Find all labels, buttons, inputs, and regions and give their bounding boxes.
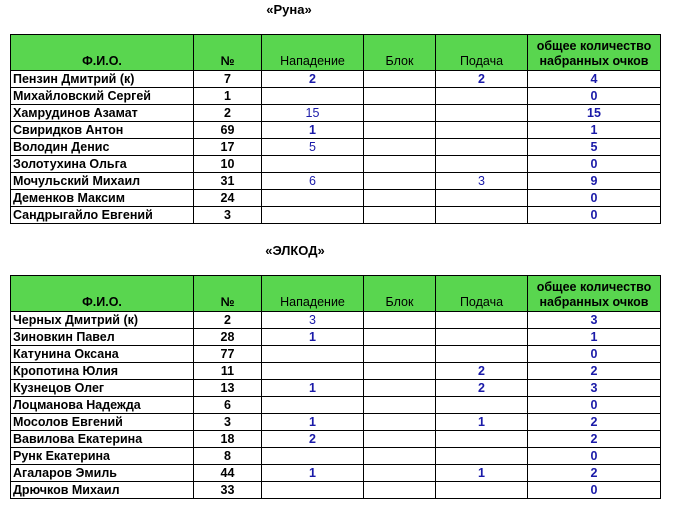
player-number: 77	[194, 346, 262, 363]
total-points: 0	[528, 346, 661, 363]
table-row	[11, 397, 661, 414]
player-number: 3	[194, 414, 262, 431]
block-points	[364, 346, 436, 363]
attack-points	[262, 346, 364, 363]
player-number: 24	[194, 190, 262, 207]
player-number: 11	[194, 363, 262, 380]
serve-points	[436, 190, 528, 207]
serve-points: 3	[436, 173, 528, 190]
serve-points: 1	[436, 414, 528, 431]
serve-points	[436, 207, 528, 224]
block-points	[364, 190, 436, 207]
block-points	[364, 105, 436, 122]
player-name: Хамрудинов Азамат	[11, 105, 194, 122]
block-points	[364, 448, 436, 465]
column-header-serve: Подача	[436, 35, 528, 71]
serve-points: 2	[436, 363, 528, 380]
attack-points: 1	[262, 329, 364, 346]
player-number: 18	[194, 431, 262, 448]
player-number: 6	[194, 397, 262, 414]
team-title-elkod: «ЭЛКОД»	[265, 243, 325, 258]
block-points	[364, 363, 436, 380]
player-number: 1	[194, 88, 262, 105]
serve-points	[436, 482, 528, 499]
serve-points: 2	[436, 380, 528, 397]
total-points: 0	[528, 207, 661, 224]
player-name: Золотухина Ольга	[11, 156, 194, 173]
total-points: 1	[528, 122, 661, 139]
block-points	[364, 465, 436, 482]
block-points	[364, 173, 436, 190]
block-points	[364, 397, 436, 414]
player-number: 69	[194, 122, 262, 139]
total-points: 4	[528, 71, 661, 88]
block-points	[364, 414, 436, 431]
total-points: 0	[528, 482, 661, 499]
total-points: 0	[528, 448, 661, 465]
attack-points: 6	[262, 173, 364, 190]
team-stats-table-elkod	[10, 275, 661, 499]
total-points: 2	[528, 363, 661, 380]
player-number: 10	[194, 156, 262, 173]
block-points	[364, 207, 436, 224]
column-header-attack: Нападение	[262, 276, 364, 312]
block-points	[364, 431, 436, 448]
total-points: 2	[528, 431, 661, 448]
player-name: Катунина Оксана	[11, 346, 194, 363]
player-name: Сандрыгайло Евгений	[11, 207, 194, 224]
team-stats-table-runa	[10, 34, 661, 224]
table-header-row	[11, 35, 661, 71]
block-points	[364, 88, 436, 105]
table-row	[11, 346, 661, 363]
player-name: Лоцманова Надежда	[11, 397, 194, 414]
attack-points: 1	[262, 414, 364, 431]
attack-points: 15	[262, 105, 364, 122]
block-points	[364, 329, 436, 346]
attack-points: 2	[262, 431, 364, 448]
table-header-row	[11, 276, 661, 312]
block-points	[364, 71, 436, 88]
total-points: 1	[528, 329, 661, 346]
attack-points: 1	[262, 122, 364, 139]
column-header-block: Блок	[364, 35, 436, 71]
table-row	[11, 414, 661, 431]
attack-points	[262, 190, 364, 207]
column-header-block: Блок	[364, 276, 436, 312]
player-number: 3	[194, 207, 262, 224]
player-name: Зиновкин Павел	[11, 329, 194, 346]
serve-points	[436, 88, 528, 105]
block-points	[364, 122, 436, 139]
player-name: Агаларов Эмиль	[11, 465, 194, 482]
column-header-attack: Нападение	[262, 35, 364, 71]
table-row	[11, 448, 661, 465]
column-header-serve: Подача	[436, 276, 528, 312]
player-number: 13	[194, 380, 262, 397]
player-name: Вавилова Екатерина	[11, 431, 194, 448]
block-points	[364, 380, 436, 397]
player-name: Мочульский Михаил	[11, 173, 194, 190]
serve-points	[436, 448, 528, 465]
total-points: 0	[528, 397, 661, 414]
serve-points: 1	[436, 465, 528, 482]
column-header-total: общее количество набранных очков	[528, 276, 661, 312]
table-row	[11, 105, 661, 122]
column-header-total: общее количество набранных очков	[528, 35, 661, 71]
attack-points	[262, 156, 364, 173]
total-points: 5	[528, 139, 661, 156]
serve-points: 2	[436, 71, 528, 88]
table-row	[11, 139, 661, 156]
player-number: 33	[194, 482, 262, 499]
attack-points	[262, 482, 364, 499]
serve-points	[436, 431, 528, 448]
column-header-name: Ф.И.О.	[11, 276, 194, 312]
attack-points	[262, 207, 364, 224]
player-name: Пензин Дмитрий (к)	[11, 71, 194, 88]
player-number: 2	[194, 105, 262, 122]
table-row	[11, 71, 661, 88]
player-number: 31	[194, 173, 262, 190]
table-row	[11, 122, 661, 139]
player-name: Кропотина Юлия	[11, 363, 194, 380]
total-points: 2	[528, 414, 661, 431]
block-points	[364, 139, 436, 156]
attack-points	[262, 88, 364, 105]
table-row	[11, 482, 661, 499]
table-row	[11, 380, 661, 397]
player-number: 7	[194, 71, 262, 88]
player-name: Михайловский Сергей	[11, 88, 194, 105]
player-number: 17	[194, 139, 262, 156]
player-name: Дрючков Михаил	[11, 482, 194, 499]
table-row	[11, 312, 661, 329]
table-row	[11, 207, 661, 224]
player-number: 2	[194, 312, 262, 329]
table-row	[11, 431, 661, 448]
total-points: 3	[528, 312, 661, 329]
player-name: Деменков Максим	[11, 190, 194, 207]
total-points: 15	[528, 105, 661, 122]
player-name: Свиридков Антон	[11, 122, 194, 139]
serve-points	[436, 312, 528, 329]
player-name: Рунк Екатерина	[11, 448, 194, 465]
serve-points	[436, 329, 528, 346]
player-name: Мосолов Евгений	[11, 414, 194, 431]
serve-points	[436, 105, 528, 122]
attack-points	[262, 397, 364, 414]
total-points: 3	[528, 380, 661, 397]
attack-points: 5	[262, 139, 364, 156]
total-points: 9	[528, 173, 661, 190]
column-header-name: Ф.И.О.	[11, 35, 194, 71]
team-title-runa: «Руна»	[266, 2, 312, 17]
serve-points	[436, 139, 528, 156]
table-row	[11, 329, 661, 346]
player-number: 44	[194, 465, 262, 482]
column-header-number: №	[194, 276, 262, 312]
attack-points	[262, 363, 364, 380]
block-points	[364, 156, 436, 173]
player-number: 28	[194, 329, 262, 346]
column-header-number: №	[194, 35, 262, 71]
player-number: 8	[194, 448, 262, 465]
serve-points	[436, 346, 528, 363]
block-points	[364, 482, 436, 499]
player-name: Володин Денис	[11, 139, 194, 156]
serve-points	[436, 397, 528, 414]
table-row	[11, 363, 661, 380]
player-name: Черных Дмитрий (к)	[11, 312, 194, 329]
table-row	[11, 190, 661, 207]
table-row	[11, 156, 661, 173]
serve-points	[436, 156, 528, 173]
attack-points: 3	[262, 312, 364, 329]
total-points: 0	[528, 88, 661, 105]
total-points: 0	[528, 156, 661, 173]
serve-points	[436, 122, 528, 139]
attack-points: 1	[262, 380, 364, 397]
table-row	[11, 88, 661, 105]
total-points: 0	[528, 190, 661, 207]
player-name: Кузнецов Олег	[11, 380, 194, 397]
attack-points: 2	[262, 71, 364, 88]
table-row	[11, 173, 661, 190]
total-points: 2	[528, 465, 661, 482]
attack-points	[262, 448, 364, 465]
table-row	[11, 465, 661, 482]
attack-points: 1	[262, 465, 364, 482]
block-points	[364, 312, 436, 329]
